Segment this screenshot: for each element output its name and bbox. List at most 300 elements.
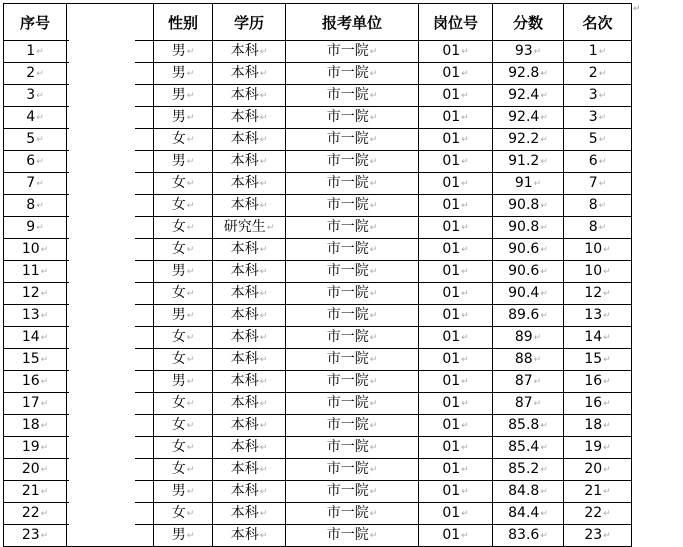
cell-post bbox=[419, 481, 493, 503]
cell-post-text: 01 bbox=[442, 461, 461, 477]
cell-gender bbox=[154, 437, 213, 459]
cell-score-text: 85.2 bbox=[508, 461, 540, 477]
paragraph-mark-icon: ↵ bbox=[40, 355, 49, 365]
paragraph-mark-icon: ↵ bbox=[540, 201, 548, 211]
cell-education bbox=[213, 41, 286, 63]
paragraph-mark-icon: ↵ bbox=[598, 69, 607, 79]
cell-education bbox=[213, 327, 286, 349]
cell-gender bbox=[154, 63, 213, 85]
cell-rank-text: 19 bbox=[584, 439, 603, 455]
cell-seq-text: 19 bbox=[21, 439, 40, 455]
cell-rank bbox=[564, 173, 632, 195]
paragraph-mark-icon: ↵ bbox=[461, 443, 469, 453]
cell-gender-text: 女 bbox=[171, 329, 186, 345]
cell-rank bbox=[564, 349, 632, 371]
cell-post bbox=[419, 283, 493, 305]
cell-gender-text: 女 bbox=[171, 219, 186, 235]
paragraph-mark-icon: ↵ bbox=[259, 465, 268, 475]
cell-education bbox=[213, 349, 286, 371]
cell-unit bbox=[286, 503, 419, 525]
cell-gender bbox=[154, 503, 213, 525]
paragraph-mark-icon: ↵ bbox=[603, 421, 611, 431]
paragraph-mark-icon: ↵ bbox=[461, 377, 469, 387]
paragraph-mark-icon: ↵ bbox=[259, 443, 268, 453]
paragraph-mark-icon: ↵ bbox=[186, 531, 195, 541]
paragraph-mark-icon: ↵ bbox=[186, 421, 195, 431]
cell-rank-text: 3 bbox=[588, 109, 598, 125]
cell-score bbox=[493, 393, 564, 415]
header-rank: 名次 bbox=[564, 4, 632, 41]
cell-rank bbox=[564, 415, 632, 437]
paragraph-mark-icon: ↵ bbox=[603, 355, 611, 365]
cell-gender-text: 女 bbox=[171, 241, 186, 257]
cell-rank-text: 3 bbox=[588, 87, 598, 103]
cell-seq bbox=[4, 371, 67, 393]
cell-unit bbox=[286, 261, 419, 283]
cell-post bbox=[419, 107, 493, 129]
paragraph-mark-icon: ↵ bbox=[369, 399, 378, 409]
cell-seq-text: 7 bbox=[26, 175, 36, 191]
cell-seq bbox=[4, 151, 67, 173]
cell-unit-text: 市一院 bbox=[326, 131, 369, 147]
paragraph-mark-icon: ↵ bbox=[36, 157, 44, 167]
cell-post bbox=[419, 173, 493, 195]
paragraph-mark-icon: ↵ bbox=[369, 223, 378, 233]
cell-education bbox=[213, 173, 286, 195]
cell-seq-text: 22 bbox=[21, 505, 40, 521]
paragraph-mark-icon: ↵ bbox=[461, 201, 469, 211]
cell-seq-text: 3 bbox=[26, 87, 36, 103]
paragraph-mark-icon: ↵ bbox=[36, 201, 44, 211]
cell-unit bbox=[286, 63, 419, 85]
paragraph-mark-icon: ↵ bbox=[259, 135, 268, 145]
cell-score bbox=[493, 41, 564, 63]
cell-education-text: 本科 bbox=[230, 395, 259, 411]
cell-unit bbox=[286, 481, 419, 503]
cell-education bbox=[213, 151, 286, 173]
paragraph-mark-icon: ↵ bbox=[259, 47, 268, 57]
cell-unit-text: 市一院 bbox=[326, 505, 369, 521]
cell-unit bbox=[286, 327, 419, 349]
cell-score-text: 84.8 bbox=[508, 483, 540, 499]
cell-seq-text: 4 bbox=[26, 109, 36, 125]
cell-post-text: 01 bbox=[442, 307, 461, 323]
cell-post-text: 01 bbox=[442, 285, 461, 301]
paragraph-mark-icon: ↵ bbox=[186, 201, 195, 211]
cell-post bbox=[419, 305, 493, 327]
paragraph-mark-icon: ↵ bbox=[369, 531, 378, 541]
paragraph-mark-icon: ↵ bbox=[540, 223, 548, 233]
cell-seq-text: 13 bbox=[21, 307, 40, 323]
paragraph-mark-icon: ↵ bbox=[461, 135, 469, 145]
cell-rank bbox=[564, 283, 632, 305]
cell-post bbox=[419, 63, 493, 85]
cell-seq bbox=[4, 415, 67, 437]
paragraph-mark-icon: ↵ bbox=[259, 509, 268, 519]
paragraph-mark-icon: ↵ bbox=[369, 355, 378, 365]
paragraph-mark-icon: ↵ bbox=[540, 531, 548, 541]
paragraph-mark-icon: ↵ bbox=[461, 465, 469, 475]
paragraph-mark-icon: ↵ bbox=[186, 113, 195, 123]
cell-seq bbox=[4, 239, 67, 261]
cell-unit bbox=[286, 525, 419, 547]
cell-unit-text: 市一院 bbox=[326, 153, 369, 169]
paragraph-mark-icon: ↵ bbox=[540, 245, 548, 255]
paragraph-mark-icon: ↵ bbox=[533, 377, 542, 387]
cell-gender bbox=[154, 459, 213, 481]
paragraph-mark-icon: ↵ bbox=[540, 289, 548, 299]
cell-post-text: 01 bbox=[442, 527, 461, 543]
cell-seq-text: 1 bbox=[26, 43, 36, 59]
paragraph-mark-icon: ↵ bbox=[259, 179, 268, 189]
paragraph-mark-icon: ↵ bbox=[598, 223, 607, 233]
paragraph-mark-icon: ↵ bbox=[461, 311, 469, 321]
cell-seq-text: 15 bbox=[21, 351, 40, 367]
cell-score bbox=[493, 525, 564, 547]
cell-seq-text: 5 bbox=[26, 131, 36, 147]
paragraph-mark-icon: ↵ bbox=[369, 443, 378, 453]
cell-gender-text: 女 bbox=[171, 395, 186, 411]
cell-unit bbox=[286, 107, 419, 129]
cell-gender bbox=[154, 195, 213, 217]
paragraph-mark-icon: ↵ bbox=[186, 157, 195, 167]
cell-unit bbox=[286, 217, 419, 239]
cell-score bbox=[493, 63, 564, 85]
cell-education bbox=[213, 371, 286, 393]
cell-score bbox=[493, 261, 564, 283]
paragraph-mark-icon: ↵ bbox=[369, 135, 378, 145]
cell-score bbox=[493, 217, 564, 239]
cell-gender-text: 男 bbox=[171, 373, 186, 389]
cell-education-text: 本科 bbox=[230, 505, 259, 521]
cell-education bbox=[213, 525, 286, 547]
paragraph-mark-icon: ↵ bbox=[36, 47, 44, 57]
paragraph-mark-icon: ↵ bbox=[259, 311, 268, 321]
cell-unit bbox=[286, 349, 419, 371]
cell-gender bbox=[154, 415, 213, 437]
paragraph-mark-icon: ↵ bbox=[461, 333, 469, 343]
cell-score-text: 85.8 bbox=[508, 417, 540, 433]
paragraph-mark-icon: ↵ bbox=[186, 69, 195, 79]
cell-rank bbox=[564, 63, 632, 85]
cell-score-text: 85.4 bbox=[508, 439, 540, 455]
paragraph-mark-icon: ↵ bbox=[369, 311, 378, 321]
cell-unit-text: 市一院 bbox=[326, 373, 369, 389]
cell-gender-text: 女 bbox=[171, 197, 186, 213]
cell-education bbox=[213, 481, 286, 503]
cell-education-text: 本科 bbox=[230, 153, 259, 169]
cell-score-text: 90.6 bbox=[508, 263, 540, 279]
cell-post bbox=[419, 239, 493, 261]
cell-gender-text: 男 bbox=[171, 65, 186, 81]
cell-gender-text: 女 bbox=[171, 461, 186, 477]
cell-seq bbox=[4, 349, 67, 371]
cell-score bbox=[493, 173, 564, 195]
cell-seq bbox=[4, 63, 67, 85]
cell-rank-text: 13 bbox=[584, 307, 603, 323]
header-seq: 序号 bbox=[4, 4, 67, 41]
cell-score-text: 92.4 bbox=[508, 109, 540, 125]
paragraph-mark-icon: ↵ bbox=[603, 465, 611, 475]
cell-score bbox=[493, 371, 564, 393]
paragraph-mark-icon: ↵ bbox=[40, 245, 49, 255]
paragraph-mark-icon: ↵ bbox=[540, 311, 548, 321]
cell-score bbox=[493, 239, 564, 261]
cell-education-text: 本科 bbox=[230, 197, 259, 213]
cell-unit-text: 市一院 bbox=[326, 241, 369, 257]
cell-unit-text: 市一院 bbox=[326, 439, 369, 455]
cell-rank bbox=[564, 107, 632, 129]
cell-rank bbox=[564, 129, 632, 151]
paragraph-mark-icon: ↵ bbox=[461, 113, 469, 123]
paragraph-mark-icon: ↵ bbox=[533, 333, 542, 343]
cell-education-text: 本科 bbox=[230, 329, 259, 345]
cell-gender bbox=[154, 239, 213, 261]
cell-seq-text: 8 bbox=[26, 197, 36, 213]
paragraph-mark-icon: ↵ bbox=[633, 4, 641, 14]
paragraph-mark-icon: ↵ bbox=[461, 421, 469, 431]
cell-gender-text: 女 bbox=[171, 131, 186, 147]
paragraph-mark-icon: ↵ bbox=[603, 487, 611, 497]
paragraph-mark-icon: ↵ bbox=[40, 377, 49, 387]
cell-unit-text: 市一院 bbox=[326, 285, 369, 301]
cell-score bbox=[493, 305, 564, 327]
paragraph-mark-icon: ↵ bbox=[259, 157, 268, 167]
paragraph-mark-icon: ↵ bbox=[540, 487, 548, 497]
cell-seq bbox=[4, 525, 67, 547]
cell-unit bbox=[286, 415, 419, 437]
paragraph-mark-icon: ↵ bbox=[40, 531, 49, 541]
cell-post-text: 01 bbox=[442, 329, 461, 345]
cell-gender-text: 男 bbox=[171, 43, 186, 59]
cell-rank bbox=[564, 305, 632, 327]
cell-education-text: 本科 bbox=[230, 65, 259, 81]
cell-education-text: 研究生 bbox=[223, 219, 266, 235]
paragraph-mark-icon: ↵ bbox=[259, 355, 268, 365]
paragraph-mark-icon: ↵ bbox=[266, 223, 275, 233]
cell-rank-text: 10 bbox=[584, 241, 603, 257]
cell-rank-text: 10 bbox=[584, 263, 603, 279]
paragraph-mark-icon: ↵ bbox=[369, 421, 378, 431]
cell-education bbox=[213, 217, 286, 239]
cell-seq bbox=[4, 261, 67, 283]
cell-post-text: 01 bbox=[442, 131, 461, 147]
paragraph-mark-icon: ↵ bbox=[461, 69, 469, 79]
cell-post-text: 01 bbox=[442, 197, 461, 213]
cell-education bbox=[213, 261, 286, 283]
cell-rank-text: 14 bbox=[584, 329, 603, 345]
cell-unit-text: 市一院 bbox=[326, 307, 369, 323]
paragraph-mark-icon: ↵ bbox=[533, 47, 542, 57]
cell-education-text: 本科 bbox=[230, 461, 259, 477]
header-post: 岗位号 bbox=[419, 4, 493, 41]
paragraph-mark-icon: ↵ bbox=[603, 443, 611, 453]
cell-education-text: 本科 bbox=[230, 285, 259, 301]
paragraph-mark-icon: ↵ bbox=[186, 465, 195, 475]
paragraph-mark-icon: ↵ bbox=[461, 531, 469, 541]
cell-gender bbox=[154, 41, 213, 63]
cell-post-text: 01 bbox=[442, 483, 461, 499]
redaction-block bbox=[69, 6, 135, 538]
cell-gender-text: 女 bbox=[171, 285, 186, 301]
paragraph-mark-icon: ↵ bbox=[186, 443, 195, 453]
cell-education-text: 本科 bbox=[230, 175, 259, 191]
paragraph-mark-icon: ↵ bbox=[540, 267, 548, 277]
cell-education-text: 本科 bbox=[230, 307, 259, 323]
cell-unit bbox=[286, 305, 419, 327]
cell-gender bbox=[154, 85, 213, 107]
cell-score bbox=[493, 195, 564, 217]
paragraph-mark-icon: ↵ bbox=[603, 333, 611, 343]
cell-education-text: 本科 bbox=[230, 241, 259, 257]
cell-seq bbox=[4, 305, 67, 327]
cell-seq-text: 12 bbox=[21, 285, 40, 301]
cell-unit bbox=[286, 283, 419, 305]
cell-gender bbox=[154, 107, 213, 129]
cell-gender-text: 女 bbox=[171, 505, 186, 521]
cell-post-text: 01 bbox=[442, 175, 461, 191]
cell-post bbox=[419, 327, 493, 349]
paragraph-mark-icon: ↵ bbox=[540, 465, 548, 475]
cell-score-text: 91.2 bbox=[508, 153, 540, 169]
paragraph-mark-icon: ↵ bbox=[259, 91, 268, 101]
paragraph-mark-icon: ↵ bbox=[259, 289, 268, 299]
cell-unit bbox=[286, 173, 419, 195]
cell-score-text: 90.8 bbox=[508, 219, 540, 235]
cell-gender-text: 女 bbox=[171, 417, 186, 433]
cell-rank-text: 16 bbox=[584, 373, 603, 389]
cell-seq-text: 18 bbox=[21, 417, 40, 433]
cell-seq bbox=[4, 437, 67, 459]
paragraph-mark-icon: ↵ bbox=[259, 113, 268, 123]
paragraph-mark-icon: ↵ bbox=[603, 245, 611, 255]
paragraph-mark-icon: ↵ bbox=[186, 355, 195, 365]
cell-rank-text: 15 bbox=[584, 351, 603, 367]
cell-unit-text: 市一院 bbox=[326, 43, 369, 59]
cell-seq bbox=[4, 503, 67, 525]
cell-seq-text: 11 bbox=[21, 263, 40, 279]
paragraph-mark-icon: ↵ bbox=[259, 245, 268, 255]
cell-score bbox=[493, 327, 564, 349]
paragraph-mark-icon: ↵ bbox=[598, 47, 607, 57]
cell-seq-text: 2 bbox=[26, 65, 36, 81]
cell-education bbox=[213, 283, 286, 305]
paragraph-mark-icon: ↵ bbox=[461, 91, 469, 101]
cell-seq-text: 6 bbox=[26, 153, 36, 169]
cell-rank-text: 5 bbox=[588, 131, 598, 147]
cell-education bbox=[213, 195, 286, 217]
cell-rank-text: 8 bbox=[588, 219, 598, 235]
paragraph-mark-icon: ↵ bbox=[461, 157, 469, 167]
cell-score bbox=[493, 107, 564, 129]
paragraph-mark-icon: ↵ bbox=[369, 377, 378, 387]
paragraph-mark-icon: ↵ bbox=[461, 179, 469, 189]
paragraph-mark-icon: ↵ bbox=[369, 91, 378, 101]
paragraph-mark-icon: ↵ bbox=[186, 179, 195, 189]
cell-unit bbox=[286, 129, 419, 151]
paragraph-mark-icon: ↵ bbox=[186, 245, 195, 255]
paragraph-mark-icon: ↵ bbox=[186, 487, 195, 497]
cell-score-text: 83.6 bbox=[508, 527, 540, 543]
cell-post bbox=[419, 349, 493, 371]
paragraph-mark-icon: ↵ bbox=[598, 201, 607, 211]
cell-rank-text: 18 bbox=[584, 417, 603, 433]
cell-post-text: 01 bbox=[442, 505, 461, 521]
cell-education-text: 本科 bbox=[230, 131, 259, 147]
cell-education bbox=[213, 107, 286, 129]
paragraph-mark-icon: ↵ bbox=[540, 443, 548, 453]
paragraph-mark-icon: ↵ bbox=[186, 333, 195, 343]
paragraph-mark-icon: ↵ bbox=[461, 355, 469, 365]
cell-rank-text: 2 bbox=[588, 65, 598, 81]
cell-gender-text: 男 bbox=[171, 153, 186, 169]
cell-post bbox=[419, 459, 493, 481]
paragraph-mark-icon: ↵ bbox=[40, 421, 49, 431]
paragraph-mark-icon: ↵ bbox=[540, 421, 548, 431]
cell-unit-text: 市一院 bbox=[326, 197, 369, 213]
paragraph-mark-icon: ↵ bbox=[603, 509, 611, 519]
paragraph-mark-icon: ↵ bbox=[461, 289, 469, 299]
paragraph-mark-icon: ↵ bbox=[369, 289, 378, 299]
paragraph-mark-icon: ↵ bbox=[36, 179, 44, 189]
cell-post-text: 01 bbox=[442, 153, 461, 169]
cell-education bbox=[213, 239, 286, 261]
paragraph-mark-icon: ↵ bbox=[40, 267, 49, 277]
cell-score-text: 92.4 bbox=[508, 87, 540, 103]
cell-education-text: 本科 bbox=[230, 263, 259, 279]
cell-gender-text: 男 bbox=[171, 527, 186, 543]
cell-rank bbox=[564, 525, 632, 547]
cell-score-text: 90.4 bbox=[508, 285, 540, 301]
cell-rank bbox=[564, 151, 632, 173]
cell-gender bbox=[154, 349, 213, 371]
cell-post bbox=[419, 503, 493, 525]
paragraph-mark-icon: ↵ bbox=[461, 487, 469, 497]
paragraph-mark-icon: ↵ bbox=[40, 509, 49, 519]
cell-score bbox=[493, 283, 564, 305]
cell-seq bbox=[4, 393, 67, 415]
cell-unit-text: 市一院 bbox=[326, 483, 369, 499]
paragraph-mark-icon: ↵ bbox=[259, 201, 268, 211]
cell-education bbox=[213, 129, 286, 151]
paragraph-mark-icon: ↵ bbox=[598, 91, 607, 101]
cell-unit-text: 市一院 bbox=[326, 175, 369, 191]
paragraph-mark-icon: ↵ bbox=[369, 179, 378, 189]
paragraph-mark-icon: ↵ bbox=[369, 509, 378, 519]
paragraph-mark-icon: ↵ bbox=[533, 179, 542, 189]
cell-rank bbox=[564, 41, 632, 63]
cell-education bbox=[213, 305, 286, 327]
paragraph-mark-icon: ↵ bbox=[369, 113, 378, 123]
paragraph-mark-icon: ↵ bbox=[186, 289, 195, 299]
paragraph-mark-icon: ↵ bbox=[40, 443, 49, 453]
cell-score-text: 87 bbox=[514, 395, 533, 411]
paragraph-mark-icon: ↵ bbox=[603, 377, 611, 387]
paragraph-mark-icon: ↵ bbox=[598, 157, 607, 167]
cell-seq bbox=[4, 283, 67, 305]
cell-education-text: 本科 bbox=[230, 439, 259, 455]
cell-rank bbox=[564, 437, 632, 459]
cell-gender-text: 男 bbox=[171, 483, 186, 499]
cell-rank-text: 1 bbox=[588, 43, 598, 59]
cell-gender bbox=[154, 371, 213, 393]
cell-gender-text: 男 bbox=[171, 263, 186, 279]
paragraph-mark-icon: ↵ bbox=[186, 509, 195, 519]
cell-post-text: 01 bbox=[442, 219, 461, 235]
cell-post bbox=[419, 41, 493, 63]
cell-gender bbox=[154, 305, 213, 327]
header-education: 学历 bbox=[213, 4, 286, 41]
